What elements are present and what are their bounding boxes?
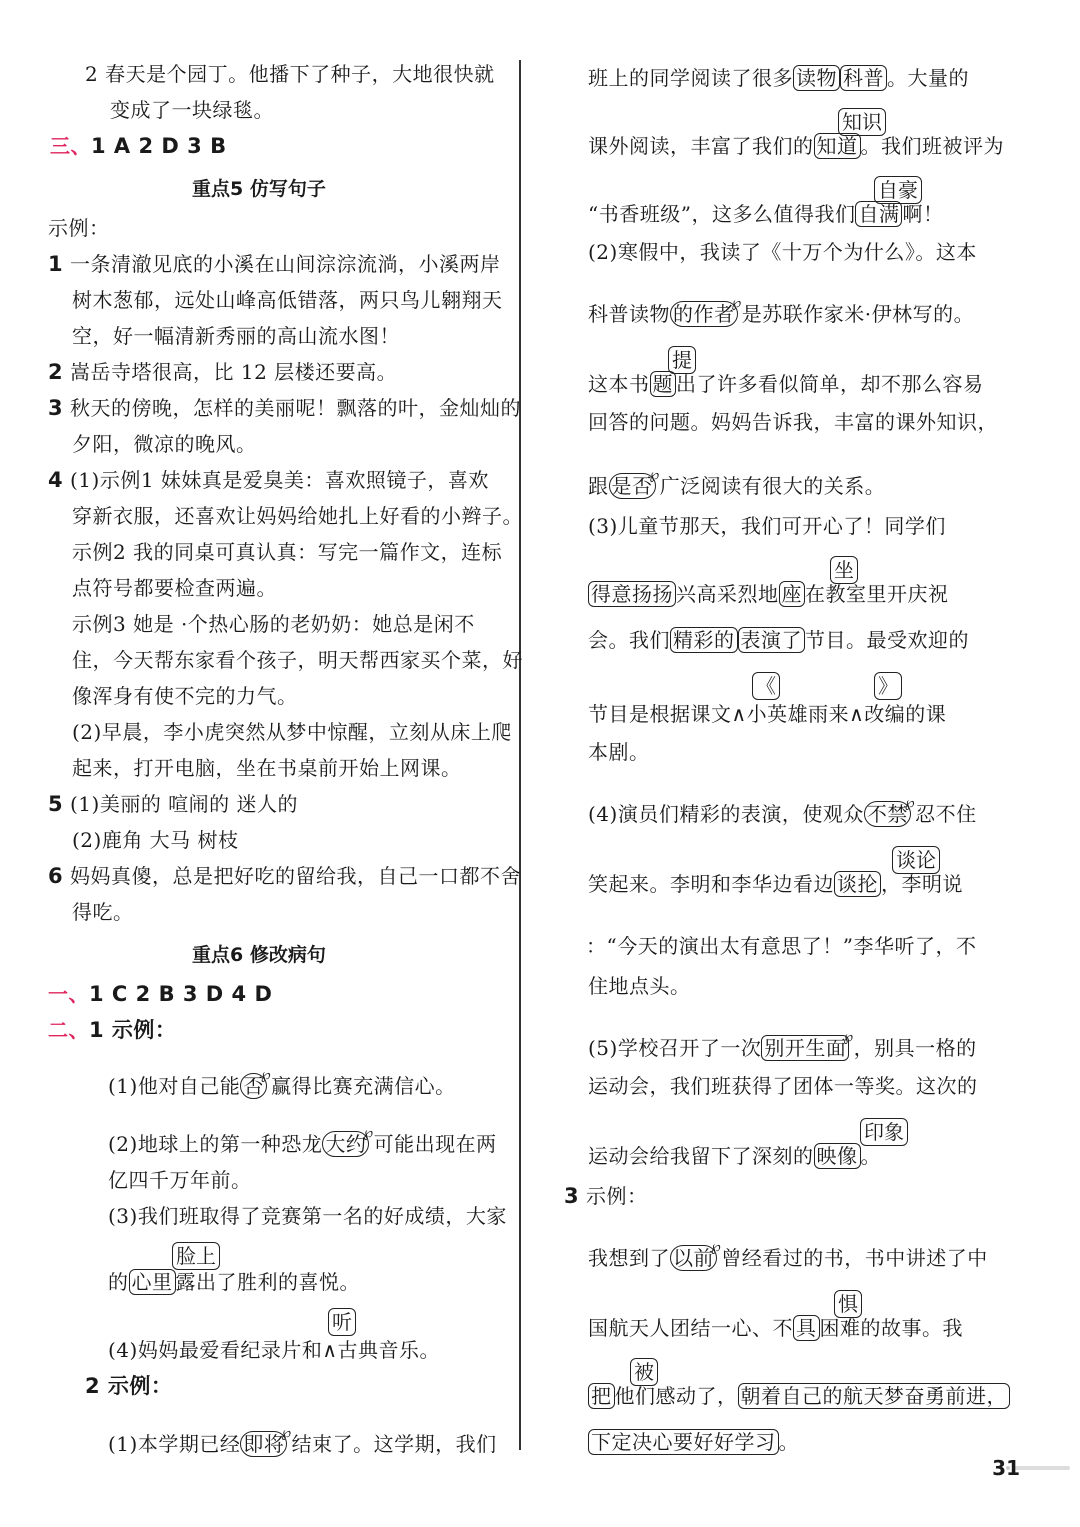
answer-line: 把 他们感动了， 朝着自己的航天梦奋勇前进， [588,1382,1010,1410]
answer-line: 点符号都要检查两遍。 [72,576,277,600]
right-column [540,0,1080,1480]
moved-phrase: 朝着自己的航天梦奋勇前进， [738,1383,1011,1409]
question-6: 6 妈妈真傻，总是把好吃的留给我，自己一口都不舍 [48,864,521,888]
answer-line: (4)演员们精彩的表演，使观众 不禁℘忍不住 [588,795,977,826]
answer-line: (2)寒假中，我读了《十万个为什么》。这本 [588,240,977,264]
insertion-box: 坐 [830,556,858,584]
insertion-box: 提 [668,346,696,374]
correction-3-line: 的 心里 露出了胜利的喜悦。 [108,1270,360,1294]
section-heading-6: 重点6 修改病句 [192,944,326,966]
answer-line: 穿新衣服，还喜欢让妈妈给她扎上好看的小辫子。 [72,504,523,528]
section-one-answers: 一、1 C 2 B 3 D 4 D [48,982,273,1006]
answer-line: 回答的问题。妈妈告诉我，丰富的课外知识， [588,410,998,434]
deletion-mark: 否 [240,1073,267,1099]
insertion-box: 自豪 [874,176,922,204]
answer-line: 运动会，我们班获得了团体一等奖。这次的 [588,1074,978,1098]
answer-line: (2)早晨，李小虎突然从梦中惊醒，立刻从床上爬 [72,720,512,744]
question-2-example: 2 示例： [85,1374,173,1398]
insertion-box: 》 [874,672,902,700]
question-3: 3 秋天的傍晚，怎样的美丽呢！飘落的叶，金灿灿的 [48,396,521,420]
correction-5: (1)本学期已经 即将℘结束了。这学期，我们 [108,1425,497,1456]
replaced-word: 自满 [855,201,902,227]
swap-mark: 精彩的 [670,627,738,653]
answer-line: 得吃。 [72,900,134,924]
answer-line: 住，今天帮东家看个孩子，明天帮西家买个菜，好 [72,648,523,672]
insertion-box: 《 [752,672,780,700]
answer-line: “书香班级”，这多么值得我们 自满 啊！ [588,202,944,226]
deleted-phrase: 别开生面 [761,1035,849,1061]
swap-mark: 读物 [793,65,840,91]
replaced-word: 座 [779,581,806,607]
answer-line: 跟 是否℘广泛阅读有很大的关系。 [588,467,886,498]
answer-line: 树木葱郁，远处山峰高低错落，两只鸟儿翱翔天 [72,288,503,312]
swap-mark: 科普 [840,65,887,91]
question-2: 2 嵩岳寺塔很高，比 12 层楼还要高。 [48,360,398,384]
correction-2: (2)地球上的第一种恐龙 大约℘可能出现在两 [108,1125,497,1156]
section-three-answers: 三、1 A 2 D 3 B [50,134,227,158]
answer-line: 科普读物 的作者℘是苏联作家米·伊林写的。 [588,295,975,326]
correction-1: (1)他对自己能 否℘赢得比赛充满信心。 [108,1067,456,1098]
question-1: 1 一条清澈见底的小溪在山间淙淙流淌，小溪两岸 [48,252,501,276]
question-4: 4 (1)示例1 妹妹真是爱臭美：喜欢照镜子，喜欢 [48,468,489,492]
answer-line: ：“今天的演出太有意思了！”李华听了，不 [586,934,977,958]
insertion-box: 被 [630,1358,658,1386]
answer-line: 会。我们 精彩的 表演了 节目。最受欢迎的 [588,628,969,652]
answer-line: 这本书 题 出了许多看似简单，却不那么容易 [588,372,984,396]
replaced-word: 把 [588,1383,615,1409]
question-3: 3 示例： [564,1184,648,1208]
answer-line: 节目是根据课文∧小英雄雨来∧改编的课 [588,702,947,726]
deletion-mark: 即将 [240,1431,287,1457]
answer-line: 2 春天是个园丁。他播下了种子，大地很快就 [85,62,495,86]
answer-line: 得意扬扬 兴高采烈地 座 在教室里开庆祝 [588,580,949,608]
example-label: 示例： [48,216,110,240]
section-heading-5: 重点5 仿写句子 [192,178,326,200]
answer-line: 班上的同学阅读了很多 读物 科普 。大量的 [588,66,969,90]
insertion-box: 知识 [838,108,886,136]
deleted-phrase: 得意扬扬 [588,581,676,607]
insertion-box: 印象 [860,1118,908,1146]
answer-line: (2)鹿角 大马 树枝 [72,828,239,852]
answer-line: (3)儿童节那天，我们可开心了！同学们 [588,514,946,538]
deletion-mark: 是否 [609,473,656,499]
replaced-word: 题 [650,371,677,397]
answer-line: 笑起来。李明和李华边看边 谈抡 ，李明说 [588,872,963,896]
answer-line: 我想到了 以前℘曾经看过的书，书中讲述了中 [588,1239,988,1270]
deletion-mark: 大约 [322,1131,369,1157]
deletion-mark: 以前 [670,1245,717,1271]
answer-line: 国航天人团结一心、不 具 困难的故事。我 [588,1316,963,1340]
answer-line: 夕阳，微凉的晚风。 [72,432,257,456]
insertion-box: 谈论 [892,846,940,874]
answer-line: 住地点头。 [588,974,691,998]
deletion-mark: 的作者 [670,301,738,327]
answer-line: 示例2 我的同桌可真认真：写完一篇作文，连标 [72,540,503,564]
insertion-box: 惧 [834,1290,862,1318]
answer-line: 亿四千万年前。 [108,1168,252,1192]
punctuation-insert-mark: ： [586,934,607,958]
swap-mark: 表演了 [738,627,806,653]
answer-line: 空，好一幅清新秀丽的高山流水图！ [72,324,400,348]
replaced-word: 谈抡 [834,871,881,897]
answer-line: 本剧。 [588,740,650,764]
page-bar [1015,1466,1070,1470]
answer-line: 示例3 她是 ·个热心肠的老奶奶：她总是闲不 [72,612,475,636]
insertion-box: 脸上 [172,1242,220,1270]
replaced-word: 知道 [814,133,861,159]
answer-line: 下定决心要好好学习 。 [588,1428,799,1456]
replaced-word: 映像 [814,1143,861,1169]
correction-3: (3)我们班取得了竞赛第一名的好成绩，大家 [108,1204,507,1228]
left-column [0,0,523,1480]
correction-4: (4)妈妈最爱看纪录片和∧古典音乐。 [108,1338,440,1362]
replaced-word: 心里 [129,1269,176,1295]
answer-line: (5)学校召开了一次 别开生面℘，别具一格的 [588,1029,977,1060]
page-number: 31 [992,1456,1020,1480]
replaced-word: 具 [793,1315,820,1341]
section-two-label: 二、1 示例： [48,1018,177,1042]
deletion-mark: 不禁 [864,801,911,827]
answer-line: 像浑身有使不完的力气。 [72,684,298,708]
insertion-box: 听 [328,1308,356,1336]
answer-line: 课外阅读，丰富了我们的 知道 。我们班被评为 [588,134,1004,158]
moved-phrase: 下定决心要好好学习 [588,1429,779,1455]
answer-line: 变成了一块绿毯。 [110,98,274,122]
answer-line: 运动会给我留下了深刻的 映像 。 [588,1144,881,1168]
question-5: 5 (1)美丽的 喧闹的 迷人的 [48,792,299,816]
answer-line: 起来，打开电脑，坐在书桌前开始上网课。 [72,756,462,780]
